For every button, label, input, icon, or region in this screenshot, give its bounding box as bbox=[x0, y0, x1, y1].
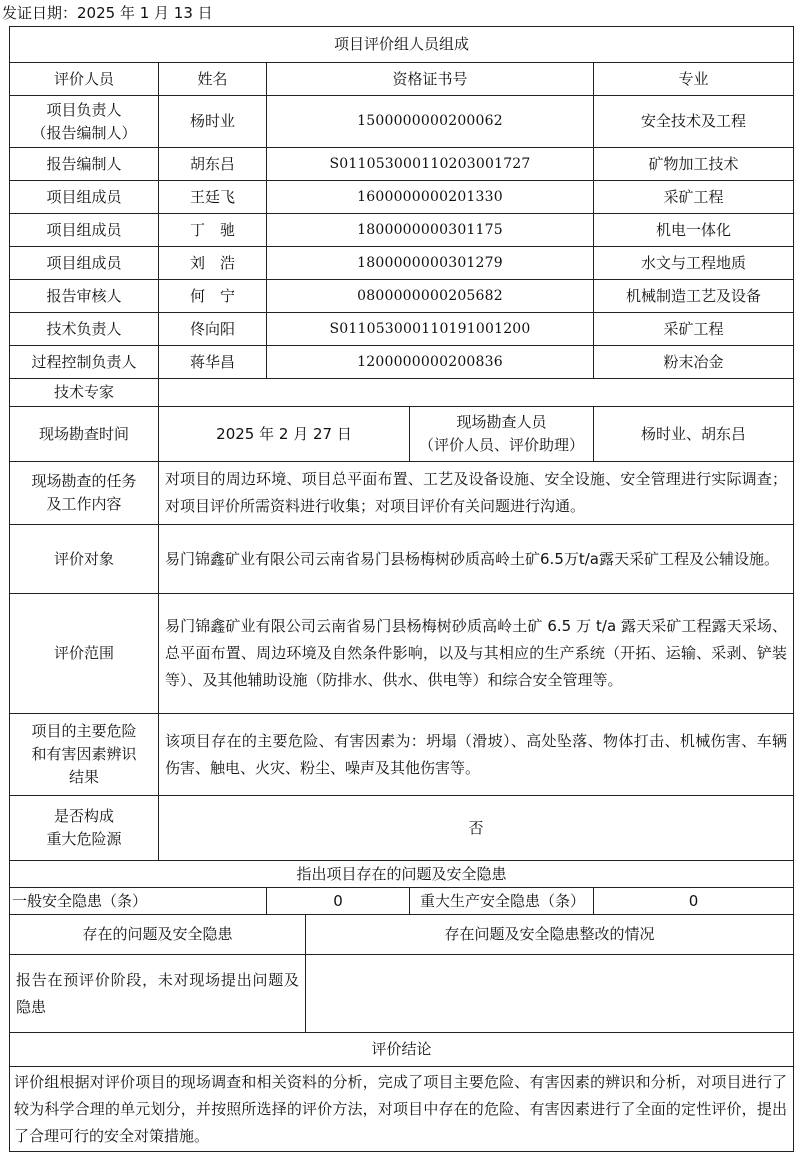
survey-row bbox=[10, 407, 794, 462]
issues-content-row bbox=[10, 955, 794, 1033]
member-cert: S011053000110203001727 bbox=[267, 148, 594, 181]
detail-value: 易门锦鑫矿业有限公司云南省易门县杨梅树砂质高岭土矿 6.5 万 t/a 露天采矿工程露天采场、总平面布置、周边环境及自然条件影响，以及与其相应的生产系统（开拓、运输、采剥、铲装等）、及其他辅助设施（防排水、供水、供电等）和综合安全管理等。 bbox=[159, 594, 794, 714]
detail-value: 该项目存在的主要危险、有害因素为：坍塌（滑坡）、高处坠落、物体打击、机械伤害、车辆伤害、触电、火灾、粉尘、噪声及其他伤害等。 bbox=[159, 714, 794, 796]
member-name: 胡东吕 bbox=[159, 148, 267, 181]
member-major: 矿物加工技术 bbox=[594, 148, 794, 181]
problems-header: 存在的问题及安全隐患 bbox=[10, 915, 306, 955]
rectify-header: 存在问题及安全隐患整改的情况 bbox=[306, 915, 794, 955]
member-name: 何 宁 bbox=[159, 280, 267, 313]
team-header-row bbox=[10, 63, 794, 96]
major-hazard-value: 否 bbox=[159, 796, 794, 861]
expert-label: 技术专家 bbox=[10, 379, 159, 407]
detail-value: 对项目的周边环境、项目总平面布置、工艺及设备设施、安全设施、安全管理进行实际调查；对项目评价所需资料进行收集；对项目评价有关问题进行沟通。 bbox=[159, 462, 794, 525]
survey-time-value: 2025 年 2 月 27 日 bbox=[159, 407, 410, 462]
member-name: 王廷飞 bbox=[159, 181, 267, 214]
member-role: 项目组成员 bbox=[10, 247, 159, 280]
member-role: 项目负责人 （报告编制人） bbox=[10, 96, 159, 148]
detail-row bbox=[10, 714, 794, 796]
member-name: 杨时业 bbox=[159, 96, 267, 148]
major-hazard-label: 是否构成 重大危险源 bbox=[10, 796, 159, 861]
table-row bbox=[10, 181, 794, 214]
table-row bbox=[10, 96, 794, 148]
member-cert: 0800000000205682 bbox=[267, 280, 594, 313]
member-major: 采矿工程 bbox=[594, 181, 794, 214]
member-cert: 1800000000301175 bbox=[267, 214, 594, 247]
issues-title-row bbox=[10, 861, 794, 888]
header-cert: 资格证书号 bbox=[267, 63, 594, 96]
expert-row bbox=[10, 379, 794, 407]
table-row bbox=[10, 346, 794, 379]
member-role: 技术负责人 bbox=[10, 313, 159, 346]
evaluation-team-table bbox=[9, 26, 794, 1152]
table-row bbox=[10, 280, 794, 313]
member-name: 佟向阳 bbox=[159, 313, 267, 346]
major-hazard-count-label: 重大生产安全隐患（条） bbox=[410, 888, 594, 915]
team-title-row bbox=[10, 27, 794, 63]
member-name: 丁 驰 bbox=[159, 214, 267, 247]
detail-label: 项目的主要危险 和有害因素辨识 结果 bbox=[10, 714, 159, 796]
table-row bbox=[10, 148, 794, 181]
member-cert: 1800000000301279 bbox=[267, 247, 594, 280]
header-name: 姓名 bbox=[159, 63, 267, 96]
table-row bbox=[10, 214, 794, 247]
conclusion-row bbox=[10, 1067, 794, 1152]
conclusion-text: 评价组根据对评价项目的现场调查和相关资料的分析，完成了项目主要危险、有害因素的辨识和分析，对项目进行了较为科学合理的单元划分，并按照所选择的评价方法，对项目中存在的危险、有害因素进行了全面的定性评价，提出了合理可行的安全对策措施。 bbox=[10, 1067, 794, 1152]
detail-row bbox=[10, 462, 794, 525]
member-role: 项目组成员 bbox=[10, 214, 159, 247]
table-row bbox=[10, 313, 794, 346]
member-cert: 1600000000201330 bbox=[267, 181, 594, 214]
issues-title: 指出项目存在的问题及安全隐患 bbox=[10, 861, 794, 888]
issues-count-row bbox=[10, 888, 794, 915]
member-name: 刘 浩 bbox=[159, 247, 267, 280]
problems-text: 报告在预评价阶段，未对现场提出问题及隐患 bbox=[10, 955, 306, 1033]
detail-row bbox=[10, 525, 794, 594]
member-major: 水文与工程地质 bbox=[594, 247, 794, 280]
expert-value bbox=[159, 379, 794, 407]
member-role: 报告编制人 bbox=[10, 148, 159, 181]
member-major: 采矿工程 bbox=[594, 313, 794, 346]
table-row bbox=[10, 247, 794, 280]
member-major: 机电一体化 bbox=[594, 214, 794, 247]
issue-date: 发证日期：2025 年 1 月 13 日 bbox=[2, 4, 213, 22]
conclusion-title-row bbox=[10, 1033, 794, 1067]
survey-time-label: 现场勘查时间 bbox=[10, 407, 159, 462]
conclusion-title: 评价结论 bbox=[10, 1033, 794, 1067]
member-major: 安全技术及工程 bbox=[594, 96, 794, 148]
detail-label: 评价范围 bbox=[10, 594, 159, 714]
survey-staff-value: 杨时业、胡东吕 bbox=[594, 407, 794, 462]
member-major: 机械制造工艺及设备 bbox=[594, 280, 794, 313]
rectify-text bbox=[306, 955, 794, 1033]
general-hazard-label: 一般安全隐患（条） bbox=[10, 888, 267, 915]
member-cert: S011053000110191001200 bbox=[267, 313, 594, 346]
member-cert: 1200000000200836 bbox=[267, 346, 594, 379]
team-title: 项目评价组人员组成 bbox=[10, 27, 794, 63]
member-name: 蒋华昌 bbox=[159, 346, 267, 379]
detail-label: 评价对象 bbox=[10, 525, 159, 594]
survey-staff-label: 现场勘查人员 （评价人员、评价助理） bbox=[410, 407, 594, 462]
member-cert: 1500000000200062 bbox=[267, 96, 594, 148]
major-hazard-count: 0 bbox=[594, 888, 794, 915]
detail-value: 易门锦鑫矿业有限公司云南省易门县杨梅树砂质高岭土矿6.5万t/a露天采矿工程及公辅设施。 bbox=[159, 525, 794, 594]
member-role: 项目组成员 bbox=[10, 181, 159, 214]
member-role: 报告审核人 bbox=[10, 280, 159, 313]
detail-row bbox=[10, 594, 794, 714]
major-hazard-row bbox=[10, 796, 794, 861]
general-hazard-count: 0 bbox=[267, 888, 410, 915]
header-role: 评价人员 bbox=[10, 63, 159, 96]
issues-header-row bbox=[10, 915, 794, 955]
detail-label: 现场勘查的任务 及工作内容 bbox=[10, 462, 159, 525]
member-major: 粉末冶金 bbox=[594, 346, 794, 379]
header-major: 专业 bbox=[594, 63, 794, 96]
member-role: 过程控制负责人 bbox=[10, 346, 159, 379]
